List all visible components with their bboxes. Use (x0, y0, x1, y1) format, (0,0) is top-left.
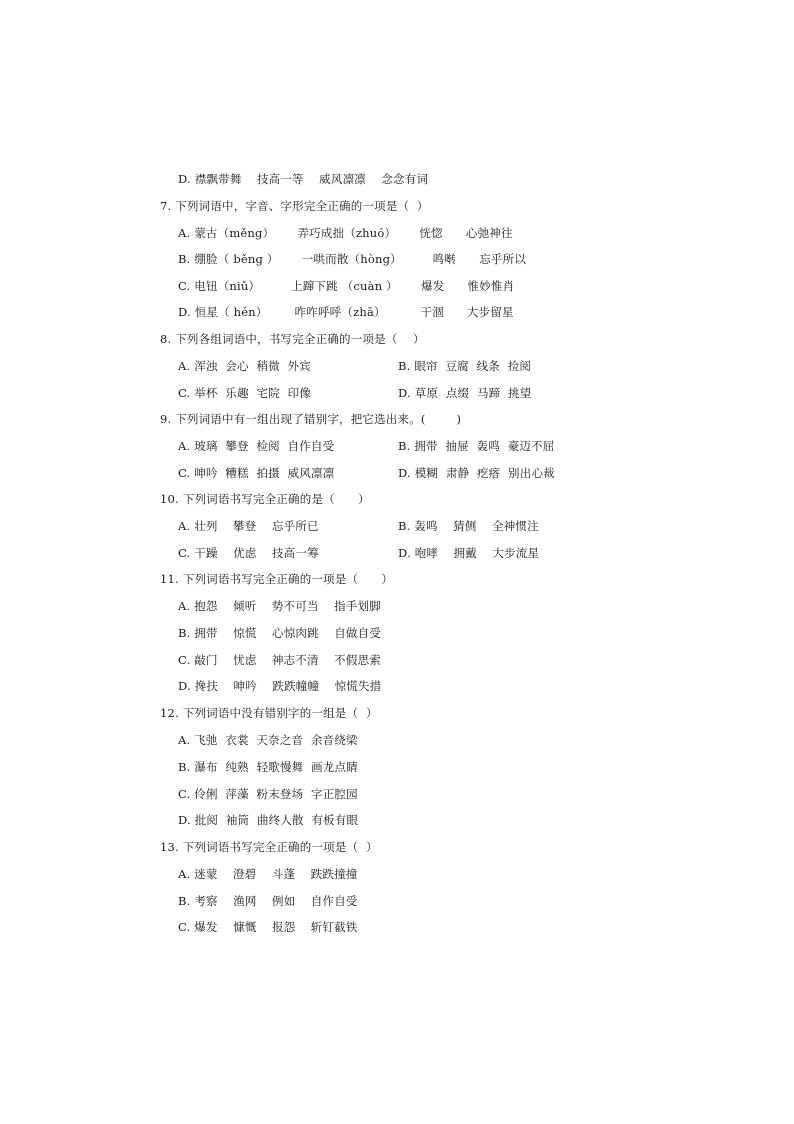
option-line: A. 飞弛 衣裳 天奈之音 余音绕梁 (178, 733, 358, 747)
question-9: 9. 下列词语中有一组出现了错别字，把它选出来。( ) (160, 412, 462, 426)
question-13: 13. 下列词语书写完全正确的一项是（ ） (160, 840, 378, 854)
option-line: A. 蒙古（měng） 弄巧成拙（zhuó） 恍惚 心弛神往 (178, 226, 513, 240)
option-line: C. 电钮（niǔ） 上蹿下跳 （cuàn ） 爆发 惟妙惟肖 (178, 279, 515, 293)
option-line: C. 干躁 优虑 技高一筹 (178, 546, 319, 560)
option-line: A. 玻璃 攀登 检阅 自作自受 (178, 439, 335, 453)
option-line: B. 眼帘 豆腐 线条 捡阅 (398, 359, 532, 373)
question-12: 12. 下列词语中没有错别字的一组是（ ） (160, 706, 378, 720)
option-line: C. 呻吟 糟糕 拍摄 威风凛凛 (178, 466, 335, 480)
option-line: D. 襟飘带舞 技高一等 威风凛凛 念念有词 (178, 172, 429, 186)
option-line: C. 爆发 慷慨 报怨 斩钉截铁 (178, 920, 358, 934)
option-line: B. 瀑布 纯熟 轻歌慢舞 画龙点睛 (178, 760, 358, 774)
option-line: B. 拥带 惊慌 心惊肉跳 自做自受 (178, 626, 382, 640)
option-line: C. 伶俐 萍藻 粉末登场 字正腔园 (178, 787, 358, 801)
question-8: 8. 下列各组词语中，书写完全正确的一项是（ ） (160, 332, 425, 346)
option-line: B. 拥带 抽屉 轰鸣 豪迈不屈 (398, 439, 555, 453)
option-line: B. 轰鸣 猜侧 全神惯注 (398, 519, 539, 533)
option-line: D. 草原 点缀 马蹄 挑望 (398, 386, 532, 400)
option-line: C. 举杯 乐趣 宅院 印像 (178, 386, 312, 400)
option-line: A. 壮列 攀登 忘乎所已 (178, 519, 319, 533)
option-line: C. 敲门 忧虑 神志不清 不假思索 (178, 653, 381, 667)
option-line: D. 咆哮 拥戴 大步流星 (398, 546, 540, 560)
option-line: B. 绷脸（ běng ） 一哄而散（hòng） 鸣啭 忘乎所以 (178, 252, 527, 266)
question-10: 10. 下列词语书写完全正确的是（ ） (160, 492, 370, 506)
option-line: D. 模糊 肃静 疙瘩 别出心裁 (398, 466, 555, 480)
option-line: A. 浑浊 会心 稍微 外宾 (178, 359, 311, 373)
question-11: 11. 下列词语书写完全正确的一项是（ ） (160, 572, 394, 586)
option-line: B. 考察 渔网 例如 自作自受 (178, 894, 358, 908)
question-7: 7. 下列词语中，字音、字形完全正确的一项是（ ） (160, 199, 429, 213)
option-line: A. 迷蒙 澄碧 斗蓬 跌跌撞撞 (178, 867, 358, 881)
option-line: D. 恒星（ hén） 咋咋呼呼（zhā） 干涸 大步留星 (178, 305, 514, 319)
option-line: D. 搀扶 呻吟 跌跌幢幢 惊慌失措 (178, 679, 382, 693)
option-line: A. 抱怨 倾听 势不可当 指手划脚 (178, 599, 381, 613)
option-line: D. 批阅 袖筒 曲终人散 有板有眼 (178, 813, 359, 827)
